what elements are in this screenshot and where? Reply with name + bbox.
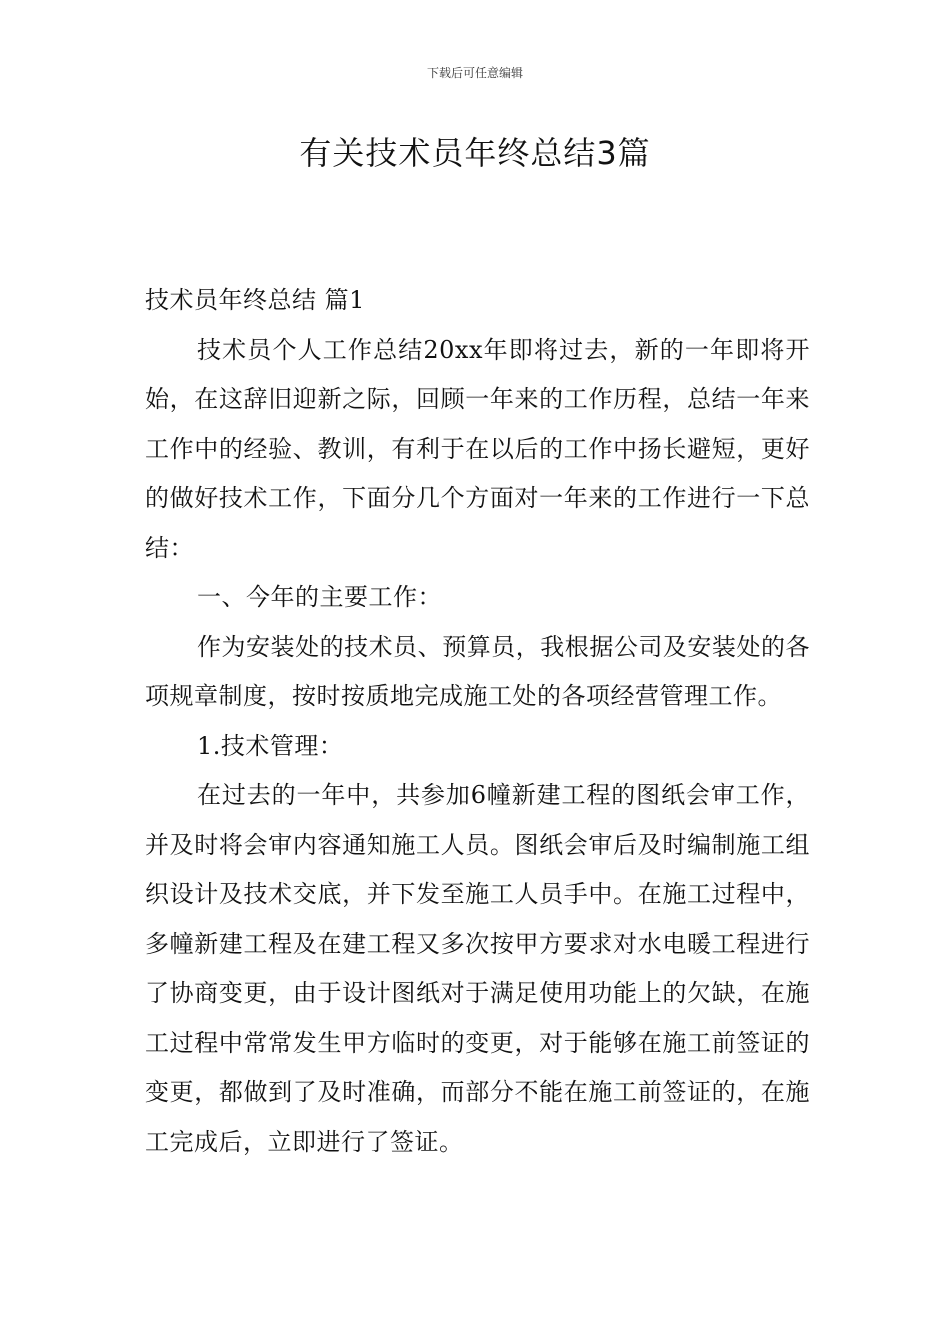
- subheading-technical-management: 1.技术管理：: [197, 731, 344, 760]
- document-body: [145, 276, 810, 1167]
- paragraph-technical-management: 在过去的一年中，共参加6幢新建工程的图纸会审工作，并及时将会审内容通知施工人员。图纸会审后及时编制施工组织设计及技术交底，并下发至施工人员手中。在施工过程中，多幢新建工程及在建工程又多次按甲方要求对水电暖工程进行了协商变更，由于设计图纸对于满足使用功能上的欠缺，在施工过程中常常发生甲方临时的变更，对于能够在施工前签证的变更，都做到了及时准确，而部分不能在施工前签证的，在施工完成后，立即进行了签证。: [145, 781, 810, 1156]
- paragraph-intro: 技术员个人工作总结20xx年即将过去，新的一年即将开始，在这辞旧迎新之际，回顾一年来的工作历程，总结一年来工作中的经验、教训，有利于在以后的工作中扬长避短，更好的做好技术工作，下面分几个方面对一年来的工作进行一下总结：: [145, 335, 810, 562]
- paragraph-role: 作为安装处的技术员、预算员，我根据公司及安装处的各项规章制度，按时按质地完成施工处的各项经营管理工作。: [145, 632, 810, 710]
- document-title: 有关技术员年终总结3篇: [299, 134, 651, 172]
- subheading-main-work: 一、今年的主要工作：: [197, 583, 442, 611]
- section-heading: 技术员年终总结 篇1: [145, 286, 365, 314]
- header-note: 下载后可任意编辑: [426, 66, 523, 80]
